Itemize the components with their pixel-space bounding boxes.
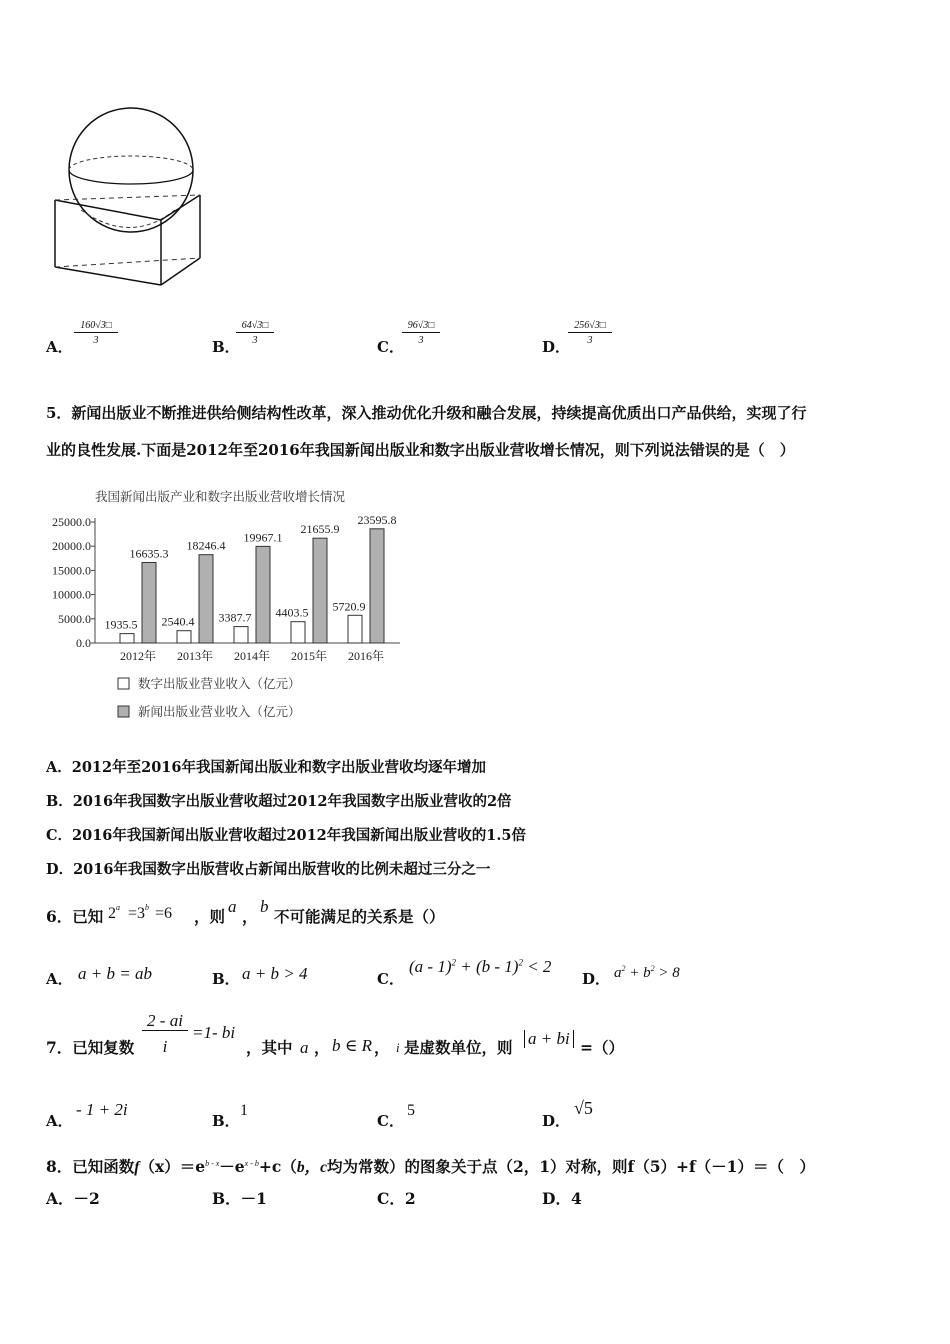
bar-news (313, 538, 327, 643)
q6-option-b: B． a + b > 4 (212, 964, 308, 988)
chart-title: 我国新闻出版产业和数字出版业营收增长情况 (95, 489, 346, 504)
q8-option-d: D．4 (542, 1189, 582, 1208)
revenue-bar-chart (40, 483, 420, 728)
q4-option-a: A． 160√3□ 3 (46, 320, 166, 360)
y-tick-label: 0.0 (76, 636, 91, 650)
bar-news (370, 529, 384, 643)
x-tick-label: 2015年 (290, 649, 328, 663)
legend-label: 新闻出版业营业收入（亿元） (138, 704, 301, 719)
x-tick-label: 2012年 (119, 649, 157, 663)
bar-value-label: 1935.5 (104, 617, 138, 632)
x-tick-label: 2013年 (176, 649, 214, 663)
q4-b-numerator: 64√3□ (236, 320, 274, 333)
q4-a-numerator: 160√3□ (74, 320, 118, 333)
q4-option-b: B． 64√3□ 3 (212, 320, 332, 360)
q6-equation: $2^a =3^b =6$ (108, 903, 173, 922)
bar-value-label: 19967.1 (243, 530, 283, 545)
q8-option-a: A．－2 (46, 1189, 100, 1208)
q6-option-d: D． $a^2 + b^2 > 8$ (582, 964, 680, 988)
bar-value-label: 5720.9 (332, 599, 366, 614)
bar-digital (348, 615, 362, 643)
legend-label: 数字出版业营业收入（亿元） (138, 676, 301, 691)
y-tick-label: 10000.0 (52, 587, 91, 602)
q5-option-d: D．2016年我国数字出版营收占新闻出版营收的比例未超过三分之一 (46, 861, 491, 878)
bar-value-label: 16635.3 (129, 546, 169, 561)
y-tick-label: 20000.0 (52, 539, 91, 554)
sphere-prism-figure (45, 95, 215, 295)
q4-c-denominator: 3 (418, 335, 424, 346)
bar-news (256, 546, 270, 643)
q8-stem: 8．已知函数$f(x)=e^{b - x}-e^{x - b}+c(b$，c均为常数）的图象关于点（2，1）对称，则f（5）+f（－1）＝（ ） (46, 1157, 815, 1177)
q4-b-denominator: 3 (252, 335, 258, 346)
q7-fraction-numerator: 2 - ai (142, 1012, 188, 1031)
q7-option-c: C． 5 (377, 1102, 415, 1130)
q5-option-c: C．2016年我国新闻出版业营收超过2012年我国新闻出版业营收的1.5倍 (46, 827, 526, 844)
bar-news (142, 562, 156, 643)
q5-option-a: A．2012年至2016年我国新闻出版业和数字出版业营收均逐年增加 (46, 759, 486, 776)
x-tick-label: 2014年 (233, 649, 271, 663)
q7-option-d: D． √5 (542, 1098, 593, 1130)
q7-stem: 7．已知复数 2 - ai i =1- bi ，其中 a ， b ∈ R ， i 是虚数单位，则 a + bi =（） (46, 1011, 624, 1057)
q4-c-numerator: 96√3□ (402, 320, 440, 333)
y-tick-label: 25000.0 (52, 515, 91, 529)
bar-digital (234, 627, 248, 643)
y-tick-label: 5000.0 (58, 611, 91, 626)
q6-d-inequality: $a^2 + b^2 > 8$ (614, 964, 680, 981)
x-tick-label: 2016年 (347, 649, 385, 663)
q7-modulus: a + bi (524, 1030, 574, 1048)
q4-option-d: D． 256√3□ 3 (542, 320, 662, 360)
bar-value-label: 2540.4 (161, 614, 195, 629)
q6-option-c: C． (a - 1)$^2$ + (b - 1)$^2$ < 2 (377, 957, 552, 988)
bar-value-label: 4403.5 (275, 605, 309, 620)
q6-option-a: A． a + b = ab (46, 964, 152, 988)
bar-digital (291, 622, 305, 643)
bar-news (199, 555, 213, 643)
bar-value-label: 21655.9 (300, 522, 340, 537)
y-tick-label: 15000.0 (52, 563, 91, 578)
q4-d-denominator: 3 (587, 335, 593, 346)
q5-stem-line1: 5．新闻出版业不断推进供给侧结构性改革，深入推动优化升级和融合发展，持续提高优质出口产品供给，实现了行 (46, 404, 807, 422)
bar-value-label: 3387.7 (218, 610, 252, 625)
bar-digital (177, 631, 191, 643)
q8-option-b: B．－1 (212, 1189, 267, 1208)
bar-value-label: 18246.4 (186, 538, 226, 553)
legend-swatch (118, 678, 129, 689)
legend-swatch (118, 706, 129, 717)
bar-digital (120, 634, 134, 643)
bar-value-label: 23595.8 (357, 512, 397, 527)
q7-option-b: B． 1 (212, 1102, 248, 1130)
q7-option-a: A． - 1 + 2i (46, 1100, 128, 1130)
q8-option-c: C．2 (377, 1189, 416, 1208)
q5-stem-line2: 业的良性发展.下面是2012年至2016年我国新闻出版业和数字出版业营收增长情况，则下列说法错误的是（ ） (46, 441, 795, 459)
q4-option-c: C． 96√3□ 3 (377, 320, 497, 360)
q5-option-b: B．2016年我国数字出版业营收超过2012年我国数字出版业营收的2倍 (46, 793, 512, 810)
q4-d-numerator: 256√3□ (568, 320, 612, 333)
q4-a-denominator: 3 (93, 335, 99, 346)
q7-fraction-denominator: i (162, 1037, 168, 1056)
q6-c-inequality: (a - 1)$^2$ + (b - 1)$^2$ < 2 (409, 957, 552, 976)
